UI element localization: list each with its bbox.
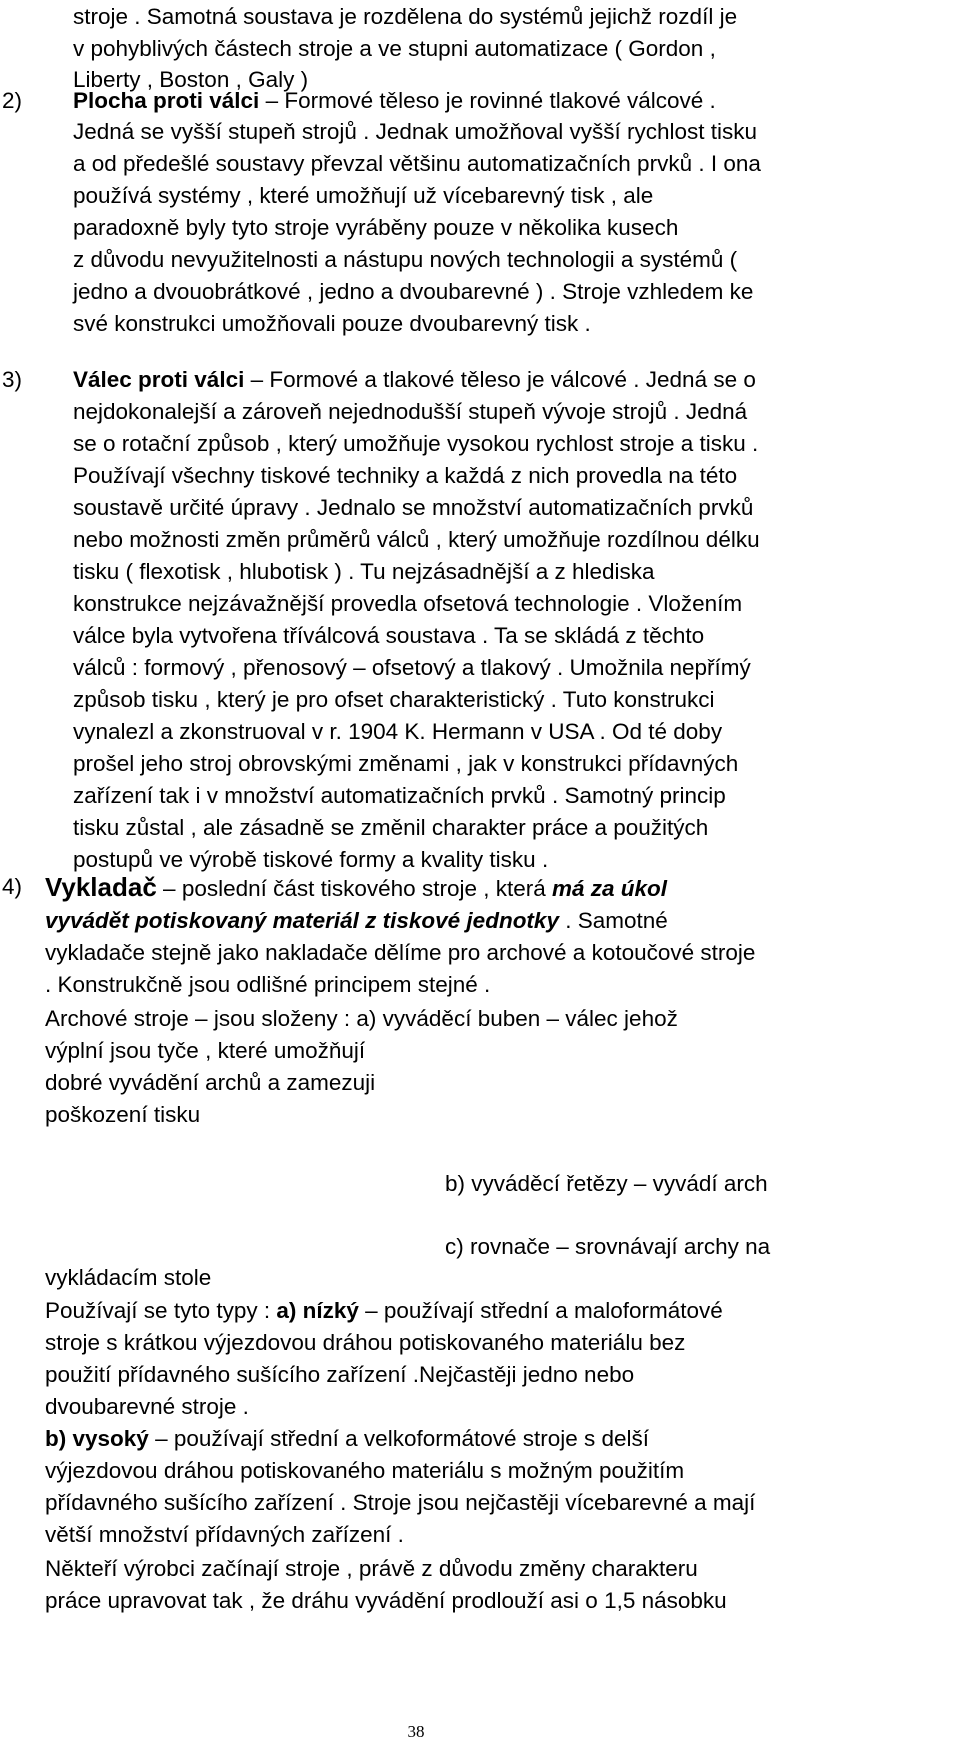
bold-term: má za úkol [552, 876, 668, 901]
text-run: Archové stroje – jsou složeny : a) vyváděcí buben – válec jehož [45, 1006, 678, 1031]
text-run: tisku ( flexotisk , hlubotisk ) . Tu nejzásadnější a z hlediska [73, 559, 655, 584]
text-line [73, 148, 761, 181]
text-run: – používají střední a maloformátové [358, 1298, 723, 1323]
text-line [45, 1487, 755, 1520]
text-run: tisku zůstal , ale zásadně se změnil charakter práce a použitých [73, 815, 709, 840]
text-run: b) vyváděcí řetězy – vyvádí arch [445, 1171, 768, 1196]
text-run: poškození tisku [45, 1102, 201, 1127]
text-line [73, 812, 708, 845]
text-run: Někteří výrobci začínají stroje , právě z důvodu změny charakteru [45, 1556, 698, 1581]
text-run: používá systémy , které umožňují už vícebarevný tisk , ale [73, 183, 654, 208]
text-line [73, 780, 726, 813]
text-line [73, 652, 751, 685]
text-line [45, 1067, 375, 1100]
text-run: dobré vyvádění archů a zamezuji [45, 1070, 376, 1095]
text-run: z důvodu nevyužitelnosti a nástupu nových technologii a systémů ( [73, 247, 738, 272]
text-run: c) rovnače – srovnávají archy na [445, 1234, 771, 1259]
text-run: . Konstrukčně jsou odlišné principem stejné . [45, 972, 491, 997]
text-line [73, 716, 722, 749]
text-run: použití přídavného sušícího zařízení .Nejčastěji jedno nebo [45, 1362, 635, 1387]
text-line [45, 937, 755, 970]
text-run: výjezdovou dráhou potiskovaného materiálu s možným použitím [45, 1458, 685, 1483]
text-line [45, 1391, 249, 1424]
text-run: vykládacím stole [45, 1265, 212, 1290]
text-run: vynalezl a zkonstruoval v r. 1904 K. Hermann v USA . Od té doby [73, 719, 723, 744]
list-number-3: 3) [2, 367, 23, 392]
text-run: vykladače stejně jako nakladače dělíme pro archové a kotoučové stroje [45, 940, 756, 965]
text-run: v pohyblivých částech stroje a ve stupni automatizace ( Gordon , [73, 36, 716, 61]
text-line [45, 1585, 727, 1618]
text-run: větší množství přídavných zařízení . [45, 1522, 404, 1547]
text-run: své konstrukci umožňovali pouze dvoubarevný tisk . [73, 311, 591, 336]
bold-term: a) nízký [276, 1298, 359, 1323]
text-run: Používají se tyto typy : [45, 1298, 277, 1323]
page-number: 38 [407, 1722, 425, 1741]
text-line [73, 588, 742, 621]
text-run: zařízení tak i v množství automatizačních prvků . Samotný princip [73, 783, 726, 808]
text-line [73, 33, 716, 66]
text-line [73, 428, 758, 461]
text-run: nejdokonalejší a zároveň nejednodušší stupeň vývoje strojů . Jedná [73, 399, 748, 424]
text-run: výplní jsou tyče , které umožňují [45, 1038, 366, 1063]
text-line [73, 364, 756, 397]
bold-term: b) vysoký [45, 1426, 149, 1451]
text-line [45, 1003, 678, 1036]
heading-term: Vykladač [45, 872, 157, 902]
bold-term: Válec proti válci [73, 367, 245, 392]
text-line [45, 1295, 723, 1328]
text-run: – Formové a tlakové těleso je válcové . Jedná se o [244, 367, 756, 392]
text-run: soustavě určité úpravy . Jednalo se množství automatizačních prvků [73, 495, 754, 520]
text-run: Jedná se vyšší stupeň strojů . Jednak umožňoval vyšší rychlost tisku [73, 119, 758, 144]
text-line [73, 492, 753, 525]
text-run: Používají všechny tiskové techniky a každá z nich provedla na této [73, 463, 738, 488]
text-line [73, 748, 738, 781]
text-line [45, 1455, 684, 1488]
text-run: – používají střední a velkoformátové stroje s delší [148, 1426, 650, 1451]
text-run: práce upravovat tak , že dráhu vyvádění prodlouží asi o 1,5 násobku [45, 1588, 727, 1613]
text-line [45, 871, 667, 906]
text-line [445, 1231, 770, 1264]
text-run: postupů ve výrobě tiskové formy a kvality tisku . [73, 847, 549, 872]
text-run: válců : formový , přenosový – ofsetový a tlakový . Umožnila nepřímý [73, 655, 751, 680]
text-line [45, 1553, 698, 1586]
text-run: způsob tisku , který je pro ofset charakteristický . Tuto konstrukci [73, 687, 715, 712]
text-run: válce byla vytvořena tříválcová soustava . Ta se skládá z těchto [73, 623, 705, 648]
text-line [45, 1327, 685, 1360]
text-line [73, 85, 716, 118]
text-line [45, 1262, 211, 1295]
list-number-4: 4) [2, 874, 23, 899]
text-line [445, 1168, 768, 1201]
list-number-2: 2) [2, 88, 23, 113]
text-run: . Samotné [558, 908, 668, 933]
text-run: paradoxně byly tyto stroje vyráběny pouze v několika kusech [73, 215, 679, 240]
text-run: konstrukce nejzávažnější provedla ofsetová technologie . Vložením [73, 591, 743, 616]
bold-term: vyvádět potiskovaný materiál z tiskové jednotky [45, 908, 559, 933]
text-run: Liberty , Boston , Galy ) [73, 67, 309, 92]
text-run: – Formové těleso je rovinné tlakové válcové . [259, 88, 716, 113]
text-line [73, 1, 737, 34]
text-run: a od předešlé soustavy převzal většinu automatizačních prvků . I ona [73, 151, 761, 176]
text-run: se o rotační způsob , který umožňuje vysokou rychlost stroje a tisku . [73, 431, 759, 456]
text-line [45, 1035, 365, 1068]
text-line [73, 524, 760, 557]
text-run: stroje . Samotná soustava je rozdělena do systémů jejichž rozdíl je [73, 4, 738, 29]
text-line [45, 1359, 634, 1392]
text-run: – poslední část tiskového stroje , která [156, 876, 552, 901]
text-run: přídavného sušícího zařízení . Stroje jsou nejčastěji vícebarevné a mají [45, 1490, 756, 1515]
text-line [73, 460, 737, 493]
text-line [73, 620, 704, 653]
text-run: nebo možnosti změn průměrů válců , který umožňuje rozdílnou délku [73, 527, 760, 552]
text-line [73, 556, 655, 589]
text-line [45, 1423, 649, 1456]
text-line [45, 1099, 200, 1132]
text-line [73, 396, 747, 429]
text-line [73, 180, 653, 213]
text-line [45, 905, 668, 938]
bold-term: Plocha proti válci [73, 88, 260, 113]
text-line [73, 684, 715, 717]
text-line [73, 244, 737, 277]
text-line [73, 308, 591, 341]
text-line [45, 969, 490, 1002]
text-run: prošel jeho stroj obrovskými změnami , jak v konstrukci přídavných [73, 751, 739, 776]
text-run: dvoubarevné stroje . [45, 1394, 249, 1419]
text-line [73, 276, 753, 309]
text-line [45, 1519, 404, 1552]
text-run: stroje s krátkou výjezdovou dráhou potiskovaného materiálu bez [45, 1330, 686, 1355]
text-run: jedno a dvouobrátkové , jedno a dvoubarevné ) . Stroje vzhledem ke [73, 279, 754, 304]
text-line [73, 116, 757, 149]
text-line [73, 212, 678, 245]
